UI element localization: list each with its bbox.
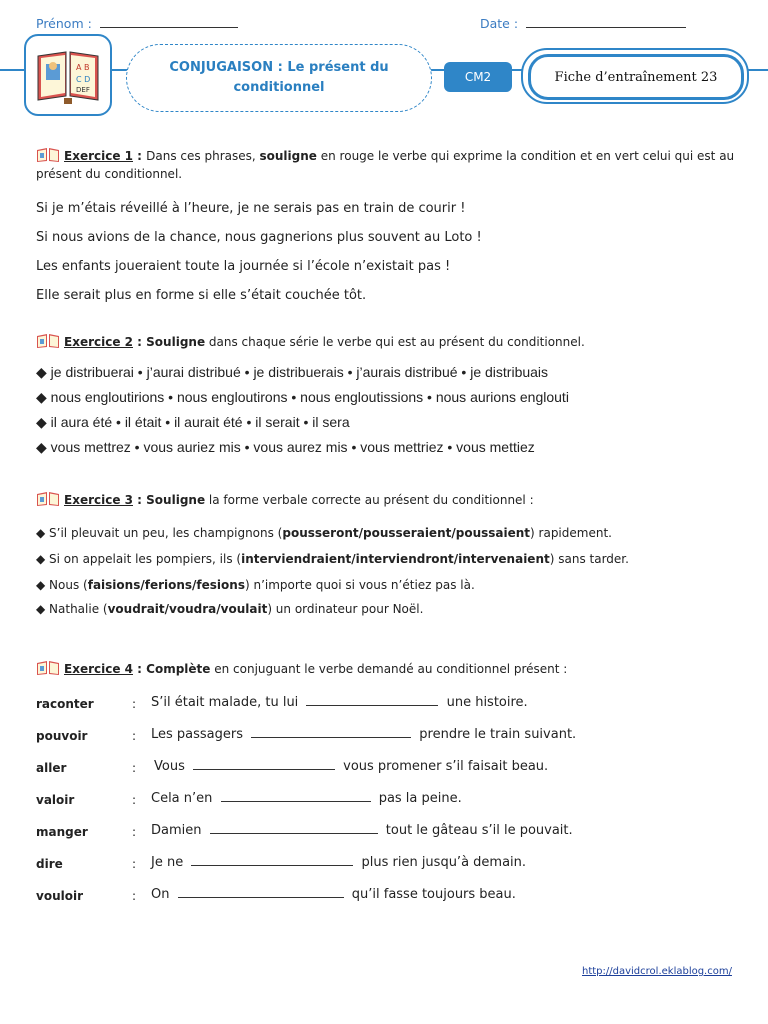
ex4-row-post: vous promener s’il faisait beau. [343, 759, 549, 774]
answer-blank[interactable] [191, 864, 353, 866]
ex3-item[interactable] [36, 602, 423, 616]
ex1-sentence[interactable]: Si nous avions de la chance, nous gagnerions plus souvent au Loto ! [36, 230, 482, 245]
ex4-colon: : [132, 889, 137, 903]
ex2-instr-c: dans chaque série le verbe qui est au présent du conditionnel. [205, 335, 585, 349]
ex4-row[interactable] [151, 791, 462, 806]
ex3-item-pre: ◆ Si on appelait les pompiers, ils ( [36, 552, 242, 566]
ex4-row-pre: Cela n’en [151, 791, 213, 806]
book-icon [36, 491, 60, 507]
ex4-row-pre: S’il était malade, tu lui [151, 695, 299, 710]
answer-blank[interactable] [193, 768, 335, 770]
ex3-item-pre: ◆ Nous ( [36, 578, 88, 592]
book-logo [24, 34, 112, 116]
svg-text:DEF: DEF [76, 86, 90, 94]
ex4-colon: : [132, 697, 137, 711]
date-blank[interactable] [526, 26, 686, 28]
ex3-label: Exercice 3 [64, 493, 133, 507]
ex4-colon: : [132, 761, 137, 775]
prenom-field[interactable] [36, 16, 238, 31]
ex2-series[interactable]: ◆ nous engloutirions • nous engloutirons • nous engloutissions • nous aurions englouti [36, 389, 569, 405]
ex3-item-choices[interactable]: pousseront/pousseraient/poussaient [282, 526, 531, 540]
ex3-item-post: ) sans tarder. [549, 552, 629, 566]
ex3-item-pre: ◆ Nathalie ( [36, 602, 108, 616]
book-icon [36, 333, 60, 349]
date-field[interactable] [480, 16, 686, 31]
ex1-label: Exercice 1 [64, 149, 133, 163]
ex3-sep: : [133, 493, 147, 507]
title-banner [126, 44, 432, 112]
ex1-sentence[interactable]: Les enfants joueraient toute la journée si l’école n’existait pas ! [36, 259, 451, 274]
ex3-item-choices[interactable]: voudrait/voudra/voulait [107, 602, 268, 616]
ex4-row-post: une histoire. [446, 695, 528, 710]
ex4-row[interactable] [151, 727, 576, 742]
ex4-row-post: qu’il fasse toujours beau. [351, 887, 516, 902]
ex1-sep: : [133, 149, 147, 163]
ex4-row-pre: On [151, 887, 170, 902]
date-label: Date : [480, 16, 519, 31]
ex3-instr-c: la forme verbale correcte au présent du conditionnel : [205, 493, 534, 507]
ex4-colon: : [132, 793, 137, 807]
answer-blank[interactable] [178, 896, 344, 898]
ex4-colon: : [132, 825, 137, 839]
ex4-row-post: pas la peine. [378, 791, 462, 806]
ex4-row[interactable] [151, 695, 528, 710]
ex4-label: Exercice 4 [64, 662, 133, 676]
page-title: CONJUGAISON : Le présent du conditionnel [169, 60, 389, 95]
svg-text:C D: C D [76, 75, 91, 84]
ex3-item[interactable] [36, 552, 629, 566]
ex1-sentence[interactable]: Si je m’étais réveillé à l’heure, je ne serais pas en train de courir ! [36, 201, 466, 216]
ex3-item[interactable] [36, 578, 475, 592]
ex4-verb: raconter [36, 697, 94, 711]
ex3-item-post: ) un ordinateur pour Noël. [267, 602, 424, 616]
ex2-instr-b: Souligne [146, 335, 206, 349]
ex4-verb: valoir [36, 793, 75, 807]
ex1-sentence[interactable]: Elle serait plus en forme si elle s’était couchée tôt. [36, 288, 367, 303]
ex4-row-pre: Je ne [151, 855, 184, 870]
ex4-verb: aller [36, 761, 67, 775]
prenom-label: Prénom : [36, 16, 92, 31]
ex3-instr-b: Souligne [146, 493, 206, 507]
ex3-instruction [36, 491, 736, 509]
ex4-colon: : [132, 729, 137, 743]
svg-text:A B: A B [76, 63, 90, 72]
footer-link[interactable]: http://davidcrol.eklablog.com/ [582, 966, 732, 977]
ex4-instr-b: Complète [146, 662, 211, 676]
ex4-verb: vouloir [36, 889, 83, 903]
ex2-sep: : [133, 335, 147, 349]
ex4-row-pre: Les passagers [151, 727, 244, 742]
ex2-label: Exercice 2 [64, 335, 133, 349]
ex3-item[interactable] [36, 526, 612, 540]
ex4-row[interactable] [151, 823, 573, 838]
answer-blank[interactable] [251, 736, 411, 738]
ex4-row[interactable] [154, 759, 548, 774]
ex3-item-pre: ◆ S’il pleuvait un peu, les champignons ( [36, 526, 283, 540]
ex3-item-choices[interactable]: faisions/ferions/fesions [87, 578, 245, 592]
ex4-row-post: plus rien jusqu’à demain. [361, 855, 527, 870]
ex4-row-pre: Damien [151, 823, 202, 838]
ex4-verb: pouvoir [36, 729, 88, 743]
ex4-colon: : [132, 857, 137, 871]
book-icon [36, 147, 60, 163]
ex4-row[interactable] [151, 887, 516, 902]
ex4-sep: : [133, 662, 147, 676]
level-badge: CM2 [444, 62, 512, 92]
ex4-verb: dire [36, 857, 63, 871]
ex2-series[interactable]: ◆ vous mettrez • vous auriez mis • vous aurez mis • vous mettriez • vous mettiez [36, 439, 535, 455]
answer-blank[interactable] [210, 832, 378, 834]
prenom-blank[interactable] [100, 26, 238, 28]
fiche-label: Fiche d’entraînement 23 [528, 54, 744, 100]
ex3-item-post: ) rapidement. [530, 526, 612, 540]
ex4-verb: manger [36, 825, 88, 839]
ex2-instruction [36, 333, 736, 351]
ex1-instr-b: souligne [259, 149, 317, 163]
ex1-instr-c: en rouge le verbe qui exprime la condition et en vert celui qui est au [316, 149, 735, 163]
ex2-series[interactable]: ◆ il aura été • il était • il aurait été • il serait • il sera [36, 414, 350, 430]
answer-blank[interactable] [306, 704, 438, 706]
ex4-row-pre: Vous [154, 759, 185, 774]
book-icon [36, 660, 60, 676]
ex2-series[interactable]: ◆ je distribuerai • j’aurai distribué • je distribuerais • j’aurais distribué • je distribuais [36, 364, 549, 380]
ex3-item-post: ) n’importe quoi si vous n’étiez pas là. [244, 578, 475, 592]
ex4-row-post: tout le gâteau s’il le pouvait. [385, 823, 573, 838]
open-book-icon [26, 36, 110, 114]
answer-blank[interactable] [221, 800, 371, 802]
ex4-row[interactable] [151, 855, 526, 870]
ex4-instruction [36, 660, 736, 678]
ex4-instr-c: en conjuguant le verbe demandé au conditionnel présent : [210, 662, 568, 676]
ex1-instr-d: présent du conditionnel. [36, 167, 183, 181]
ex4-row-post: prendre le train suivant. [419, 727, 577, 742]
ex3-item-choices[interactable]: interviendraient/interviendront/intervenaient [241, 552, 550, 566]
ex1-instr-a: Dans ces phrases, [146, 149, 260, 163]
ex1-instruction [36, 147, 736, 183]
